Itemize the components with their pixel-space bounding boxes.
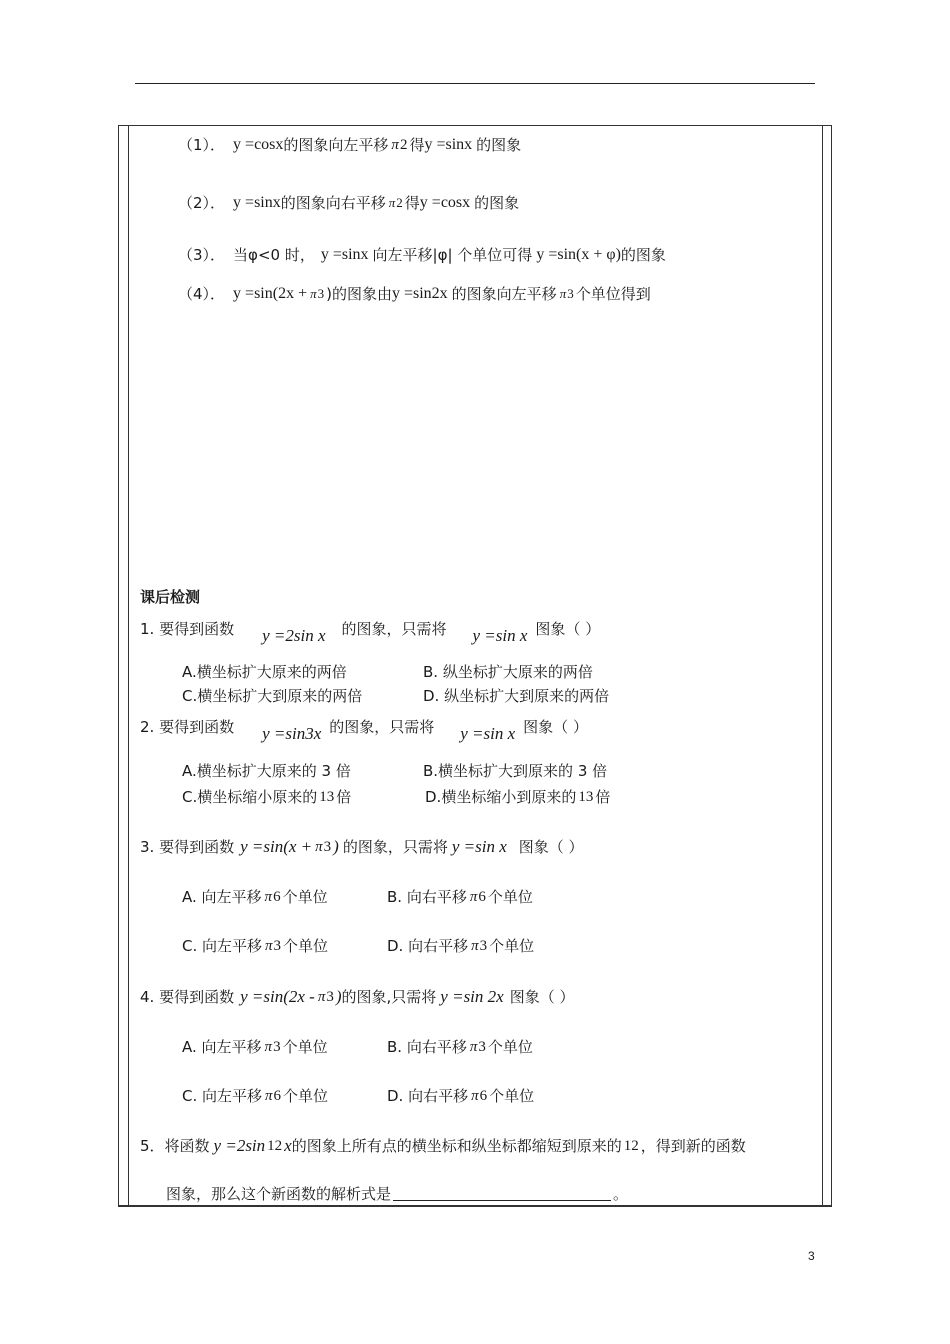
answer-blank[interactable] xyxy=(393,1186,611,1201)
q2-option-c[interactable]: C.横坐标缩小原来的 13 倍 xyxy=(182,788,352,806)
q3-option-d[interactable]: D. 向右平移 π3 个单位 xyxy=(387,937,535,955)
q2-option-d[interactable]: D.横坐标缩小到原来的 13 倍 xyxy=(425,788,611,806)
question-4: 4. 要得到函数 y =sin(2x - π3 ) 的图象,只需将 y =sin 2x 图象（ ） xyxy=(140,986,575,1006)
fraction-pi-6: π6 xyxy=(469,888,486,905)
q3-option-a[interactable]: A. 向左平移 π6 个单位 xyxy=(182,888,328,906)
question-5-line2: 图象，那么这个新函数的解析式是 。 xyxy=(166,1185,629,1203)
header-rule xyxy=(135,83,815,84)
fraction-1-2: 12 xyxy=(267,1137,283,1154)
question-2: 2. 要得到函数 y =sin3x 的图象，只需将 y =sin x 图象（ ） xyxy=(140,717,588,743)
fraction-pi-6: π6 xyxy=(264,888,281,905)
fraction-pi-3: π3 xyxy=(310,286,325,301)
fraction-pi-3: π3 xyxy=(471,937,488,954)
q2-option-b[interactable]: B.横坐标扩大到原来的 3 倍 xyxy=(423,762,608,780)
question-5: 5．将函数 y =2sin 12 x 的图象上所有点的横坐标和纵坐标都缩短到原来的 12 ，得到新的函数 xyxy=(140,1135,746,1155)
q3-option-b[interactable]: B. 向右平移 π6 个单位 xyxy=(387,888,533,906)
fraction-pi-3: π3 xyxy=(264,1038,281,1055)
review-item-3: （3）． 当φ<0 时， y =sinx 向左平移|φ| 个单位可得 y =sin(x + φ) 的图象 xyxy=(178,245,666,264)
q4-option-c[interactable]: C. 向左平移 π6 个单位 xyxy=(182,1087,329,1105)
q3-option-c[interactable]: C. 向左平移 π3 个单位 xyxy=(182,937,329,955)
fraction-pi-2: π2 xyxy=(388,195,403,210)
fraction-pi-3: π3 xyxy=(315,838,332,855)
fraction-pi-3: π3 xyxy=(469,1038,486,1055)
fraction-pi-6: π6 xyxy=(265,1087,282,1104)
review-item-2: （2）． y =sinx 的图象向右平移 π2 得 y =cosx 的图象 xyxy=(178,193,520,212)
section-heading: 课后检测 xyxy=(140,588,201,606)
q2-option-a[interactable]: A.横坐标扩大原来的 3 倍 xyxy=(182,762,351,780)
review-item-4: （4）． y =sin(2x + π3 )的图象由 y =sin2x 的图象向左平移 π3 个单位得到 xyxy=(178,284,651,303)
fraction-pi-3: π3 xyxy=(265,937,282,954)
question-3: 3. 要得到函数 y =sin(x + π3 ) 的图象，只需将 y =sin x 图象（ ） xyxy=(140,836,584,856)
q1-option-c[interactable]: C.横坐标扩大到原来的两倍 xyxy=(182,687,363,705)
q1-option-a[interactable]: A.横坐标扩大原来的两倍 xyxy=(182,663,347,681)
q1-option-b[interactable]: B. 纵坐标扩大原来的两倍 xyxy=(423,663,593,681)
q4-option-d[interactable]: D. 向右平移 π6 个单位 xyxy=(387,1087,535,1105)
fraction-1-2: 12 xyxy=(623,1137,639,1154)
q4-option-a[interactable]: A. 向左平移 π3 个单位 xyxy=(182,1038,328,1056)
q1-option-d[interactable]: D. 纵坐标扩大到原来的两倍 xyxy=(423,687,610,705)
question-1: 1. 要得到函数 y =2sin x 的图象，只需将 y =sin x 图象（ ） xyxy=(140,619,601,645)
frame-bottom xyxy=(118,1205,832,1206)
fraction-1-3: 13 xyxy=(578,788,594,805)
fraction-pi-2: π2 xyxy=(391,136,408,153)
review-item-1: （1）． y =cosx 的图象向左平移 π2 得 y =sinx 的图象 xyxy=(178,135,522,154)
page-number: 3 xyxy=(808,1249,815,1263)
fraction-pi-3: π3 xyxy=(559,286,574,301)
fraction-pi-6: π6 xyxy=(471,1087,488,1104)
fraction-pi-3: π3 xyxy=(317,988,334,1005)
q4-option-b[interactable]: B. 向右平移 π3 个单位 xyxy=(387,1038,533,1056)
fraction-1-3: 13 xyxy=(319,788,335,805)
